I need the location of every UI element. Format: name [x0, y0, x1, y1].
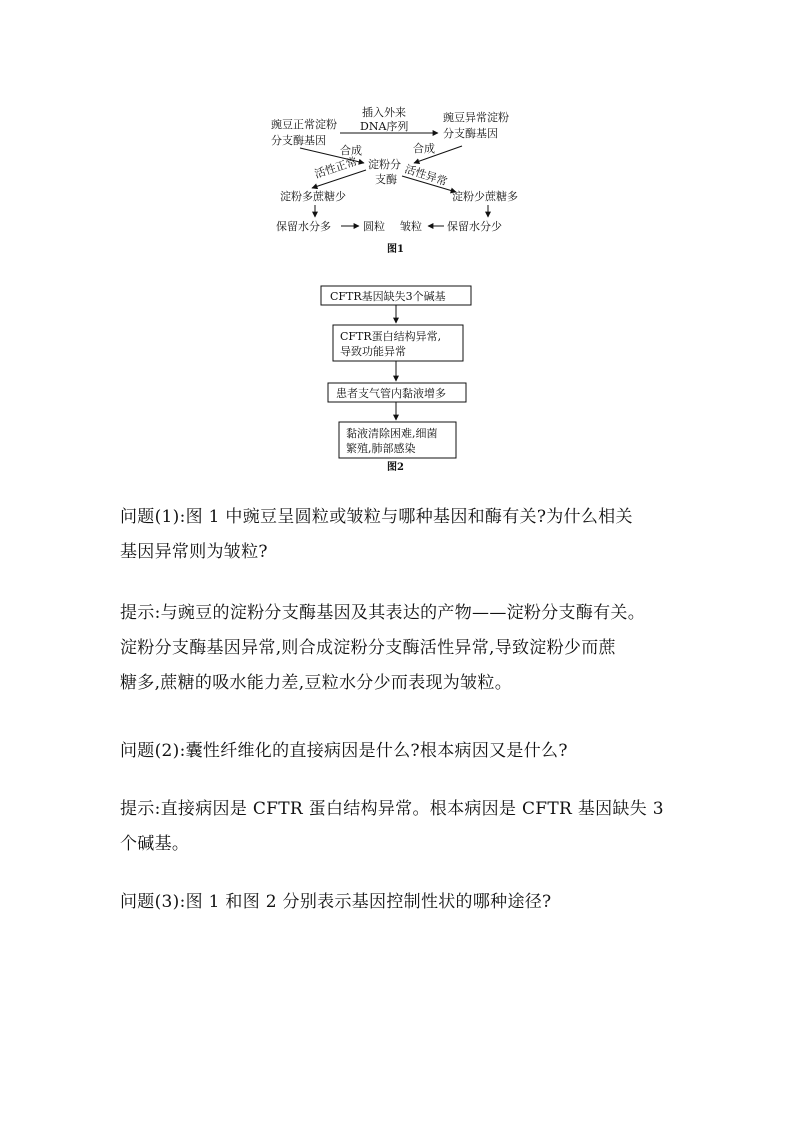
- answer-1-line-2: 淀粉分支酶基因异常,则合成淀粉分支酶活性异常,导致淀粉少而蔗: [120, 638, 616, 658]
- answer-1-line-1: 提示:与豌豆的淀粉分支酶基因及其表达的产物——淀粉分支酶有关。: [120, 603, 646, 623]
- round-seed-label: 圆粒: [363, 220, 385, 233]
- figures: [0, 0, 794, 480]
- answer-2: [120, 792, 690, 862]
- synth-right-label: 合成: [413, 142, 435, 155]
- question-3-line-1: 问题(3):图 1 和图 2 分别表示基因控制性状的哪种途径?: [120, 892, 552, 912]
- answer-1: [120, 596, 690, 701]
- flow-box-1-text: CFTR基因缺失3个碱基: [330, 290, 446, 303]
- figure-2-caption: 图2: [387, 462, 404, 473]
- water-less-label: 保留水分少: [447, 220, 502, 233]
- starch-less-label: 淀粉少蔗糖多: [452, 190, 518, 203]
- answer-1-line-3: 糖多,蔗糖的吸水能力差,豆粒水分少而表现为皱粒。: [120, 673, 513, 693]
- abnormal-gene-label-1: 豌豆异常淀粉: [443, 111, 509, 124]
- figure-1-caption: 图1: [387, 244, 404, 255]
- activity-abnormal-label: 活性异常: [403, 162, 449, 189]
- insert-label-2: DNA序列: [360, 120, 409, 133]
- flow-box-4-text-2: 繁殖,肺部感染: [346, 442, 416, 455]
- question-3: [120, 885, 690, 920]
- answer-2-line-1: 提示:直接病因是 CFTR 蛋白结构异常。根本病因是 CFTR 基因缺失 3: [120, 799, 664, 819]
- question-1: [120, 500, 690, 570]
- enzyme-label-2: 支酶: [375, 173, 397, 186]
- abnormal-gene-label-2: 分支酶基因: [443, 127, 498, 140]
- enzyme-label-1: 淀粉分: [368, 158, 401, 171]
- flow-box-2-text-2: 导致功能异常: [340, 345, 406, 358]
- question-2-line-1: 问题(2):囊性纤维化的直接病因是什么?根本病因又是什么?: [120, 741, 568, 761]
- synth-left-label: 合成: [340, 144, 362, 157]
- answer-2-line-2: 个碱基。: [120, 834, 190, 854]
- flow-box-3-text: 患者支气管内黏液增多: [336, 387, 446, 400]
- flow-box-2-text-1: CFTR蛋白结构异常,: [340, 330, 442, 343]
- question-2: [120, 734, 690, 769]
- figure-1: [271, 105, 518, 255]
- insert-label-1: 插入外来: [362, 106, 406, 119]
- question-1-line-1: 问题(1):图 1 中豌豆呈圆粒或皱粒与哪种基因和酶有关?为什么相关: [120, 507, 633, 527]
- activity-normal-label: 活性正常: [312, 154, 359, 181]
- flow-box-4-text-1: 黏液清除困难,细菌: [346, 427, 438, 440]
- water-more-label: 保留水分多: [276, 220, 331, 233]
- figure-2: [321, 286, 471, 473]
- question-1-line-2: 基因异常则为皱粒?: [120, 542, 268, 562]
- wrinkled-seed-label: 皱粒: [400, 220, 422, 233]
- starch-more-label: 淀粉多蔗糖少: [280, 190, 346, 203]
- normal-gene-label-2: 分支酶基因: [271, 134, 326, 147]
- normal-gene-label-1: 豌豆正常淀粉: [271, 118, 337, 131]
